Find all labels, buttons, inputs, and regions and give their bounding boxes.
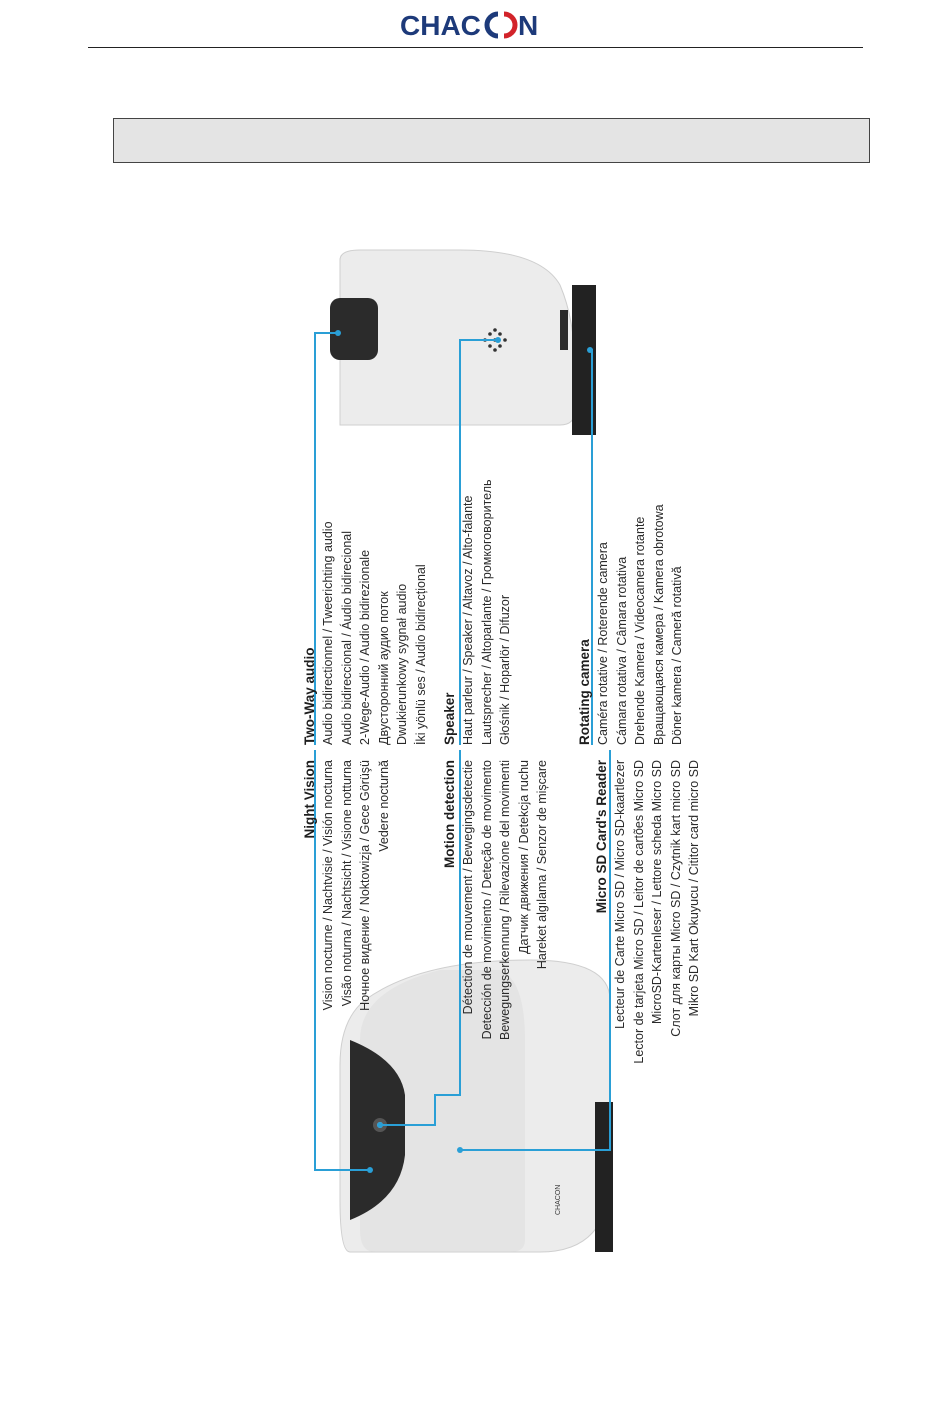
camera-diagram xyxy=(290,240,700,1270)
label-night-vision xyxy=(300,760,393,1011)
rotating-camera-title: Rotating camera xyxy=(577,639,592,745)
back-sd-slot-icon xyxy=(560,310,568,350)
label-line: Visão noturna / Nachtsicht / Visione notturna xyxy=(339,760,354,1007)
label-line: Слот для карты Micro SD / Czytnik kart micro SD xyxy=(668,760,683,1037)
label-line: Dwukierunkowy sygnał audio xyxy=(395,583,409,745)
label-line: 2-Wege-Audio / Audio bidirezionale xyxy=(358,549,372,745)
logo-mark-icon xyxy=(487,14,515,36)
label-line: Mikro SD Kart Okuyucu / Cititor card micro SD xyxy=(687,760,701,1017)
label-line: Détection de mouvement / Bewegingsdetectie xyxy=(461,760,475,1015)
label-rotating-camera xyxy=(575,504,687,745)
label-line: Lautsprecher / Altoparlante / Громкоговоритель xyxy=(479,479,494,745)
label-speaker xyxy=(440,480,515,746)
label-micro-sd xyxy=(592,760,704,1064)
camera-illustration xyxy=(290,240,700,1270)
label-line: Głośnik / Hoparlör / Difuzor xyxy=(498,594,512,745)
brand-logo xyxy=(400,6,550,44)
label-line: Vedere nocturnă xyxy=(376,760,391,852)
label-line: Caméra rotative / Roterende camera xyxy=(596,542,610,745)
micro-sd-title: Micro SD Card's Reader xyxy=(594,760,609,914)
speaker-title: Speaker xyxy=(442,692,457,745)
label-line: Bewegungserkennung / Rilevazione del movimenti xyxy=(498,760,512,1041)
label-line: Drehende Kamera / Videocamera rotante xyxy=(633,516,647,745)
label-line: Döner kamera / Cameră rotativă xyxy=(670,566,684,745)
label-line: Detección de movimiento / Deteção de movimento xyxy=(479,760,494,1040)
label-line: Hareket algılama / Senzor de mișcare xyxy=(535,760,549,970)
label-line: Audio bidireccional / Áudio bidirecional xyxy=(339,530,354,745)
label-line: Cámara rotativa / Câmara rotativa xyxy=(614,556,629,745)
label-line: Haut parleur / Speaker / Altavoz / Alto-falante xyxy=(461,495,475,745)
logo-text-left: CHAC xyxy=(400,10,481,41)
label-line: Вращающаяся камера / Kamera obrotowa xyxy=(651,504,666,745)
label-line: Датчик движения / Detekcja ruchu xyxy=(516,760,531,954)
section-title-box xyxy=(113,118,870,163)
label-line: Lecteur de Carte Micro SD / Micro SD-kaartlezer xyxy=(613,760,627,1029)
label-motion-detection xyxy=(440,760,552,1040)
label-line: Vision nocturne / Nachtvisie / Visión nocturna xyxy=(321,760,335,1011)
label-line: Audio bidirectionnel / Tweerichting audio xyxy=(321,521,335,745)
logo-text-right: N xyxy=(518,10,539,41)
label-line: MicroSD-Kartenleser / Lettore scheda Micro SD xyxy=(650,760,664,1024)
label-two-way-audio xyxy=(300,521,430,745)
night-vision-title: Night Vision xyxy=(302,760,317,839)
label-line: Lector de tarjeta Micro SD / Leitor de cartões Micro SD xyxy=(631,760,646,1064)
label-line: İki yönlü ses / Audio bidirecțional xyxy=(413,564,428,745)
header-divider xyxy=(88,47,863,48)
label-line: Двусторонний аудио поток xyxy=(376,591,391,745)
two-way-audio-title: Two-Way audio xyxy=(302,647,317,745)
camera-back-view xyxy=(330,250,596,435)
top-dark-panel xyxy=(330,298,378,360)
camera-brand-mark: CHACON xyxy=(555,1184,562,1215)
label-line: Ночное видение / Noktowizja / Gece Görüşü xyxy=(358,760,372,1011)
motion-detection-title: Motion detection xyxy=(442,760,457,868)
